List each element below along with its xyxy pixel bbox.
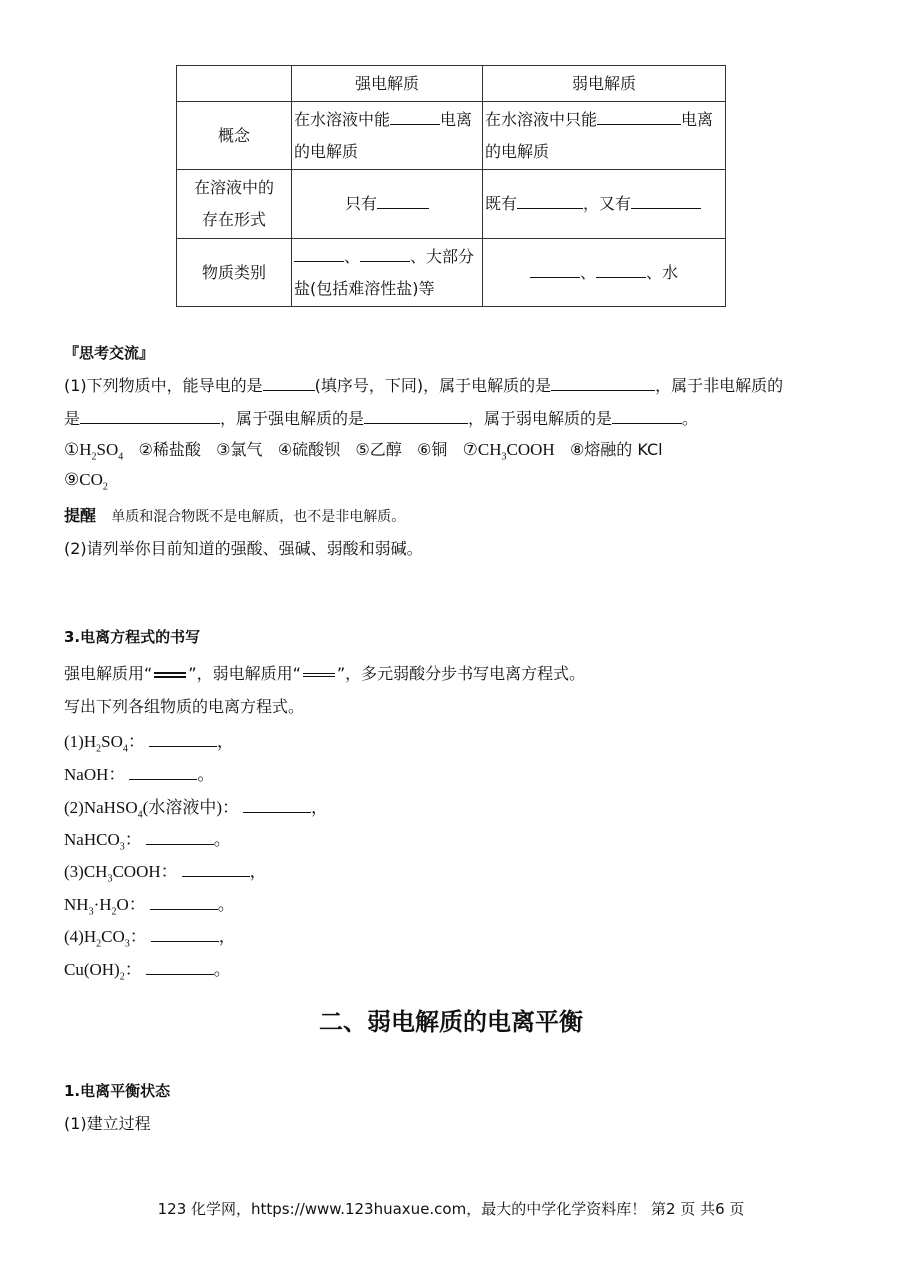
text: ，属于强电解质的是 [220,409,365,428]
fill-blank[interactable] [243,795,311,813]
substance-1 [64,440,124,463]
text: 、 [344,246,361,266]
fill-blank[interactable] [129,762,197,780]
table-header-row [177,66,726,102]
fill-blank[interactable] [517,192,583,209]
fill-blank[interactable] [612,407,682,424]
text: 。 [213,830,231,849]
table-row-class [177,239,726,307]
hint-text: 单质和混合物既不是电解质，也不是非电解质。 [111,509,406,525]
question-2: (2)请列举你目前知道的强酸、强碱、弱酸和弱碱。 [64,539,423,558]
electrolyte-comparison-table [176,65,726,307]
text: (1)H [64,732,97,751]
part-2-subsection: (1)建立过程 [64,1114,151,1133]
text: 电离 [681,109,714,129]
fill-blank[interactable] [146,827,214,845]
text: NaHCO [64,830,120,849]
substance-list [64,437,663,462]
fill-blank[interactable] [597,108,681,125]
text: 。 [682,409,699,428]
text: 、水 [646,262,679,282]
text: SO [101,732,123,751]
table-row-form [177,170,726,239]
subscript: 2 [119,971,125,983]
part-2-heading: 二、弱电解质的电离平衡 [319,1007,583,1036]
subscript: 3 [124,938,130,950]
text: 既有 [485,194,518,213]
equation-2 [64,760,214,785]
hint-label: 提醒 [64,506,97,525]
text: ， [310,798,328,817]
text: ⑨CO [64,470,103,489]
text: ： [129,927,147,946]
substance-8: ⑧熔融的 KCl [569,440,663,459]
cell-strong-form [292,170,483,239]
fill-blank[interactable] [364,407,468,424]
cell-weak-form [483,170,726,239]
text: Cu(OH) [64,960,120,979]
fill-blank[interactable] [530,261,580,278]
fill-blank[interactable] [263,374,315,391]
subscript: 2 [102,481,108,493]
fill-blank[interactable] [390,108,440,125]
fill-blank[interactable] [80,407,220,424]
fill-blank[interactable] [150,892,218,910]
subscript: 2 [91,451,97,463]
fill-blank[interactable] [146,957,214,975]
cell-weak-class [483,239,726,307]
substance-6: ⑥铜 [417,440,448,459]
fill-blank[interactable] [294,245,344,262]
text: ， [218,927,236,946]
text: (1)下列物质中，能导电的是 [64,376,263,395]
subscript: 3 [119,841,125,853]
text: 只有 [344,194,377,213]
fill-blank[interactable] [596,261,646,278]
fill-blank[interactable] [151,924,219,942]
text: 的电解质 [485,141,550,161]
row-label-class: 物质类别 [177,239,292,307]
text: (水溶液中)： [142,798,239,817]
fill-blank[interactable] [182,859,250,877]
fill-blank[interactable] [551,374,655,391]
text: 在溶液中的 [193,178,274,197]
fill-blank[interactable] [360,245,410,262]
text: NaOH： [64,765,126,784]
text: 、大部分 [410,246,475,266]
text: (3)CH [64,862,108,881]
text: ： [124,960,142,979]
text: 。 [197,765,215,784]
equals-sign-icon [152,671,188,679]
substance-5: ⑤乙醇 [355,440,402,459]
text: ”，多元弱酸分步书写电离方程式。 [336,664,586,683]
equation-1 [64,727,234,754]
think-title: 『思考交流』 [64,344,155,362]
equation-7 [64,922,236,949]
subscript: 4 [122,743,128,755]
subscript: 2 [96,743,102,755]
equation-5 [64,857,267,884]
substance-4: ④硫酸钡 [277,440,341,459]
text: O： [116,895,146,914]
cell-strong-concept [292,102,483,170]
row-label-concept: 概念 [177,102,292,170]
part-2-subheading: 1.电离平衡状态 [64,1082,171,1100]
subscript: 2 [111,906,117,918]
text: ”，弱电解质用“ [188,664,301,683]
text: 电离 [440,109,473,129]
text: 在水溶液中只能 [485,109,598,129]
subscript: 3 [88,906,94,918]
text: ①H [64,440,92,459]
subscript: 3 [501,451,507,463]
text: 盐(包括难溶性盐)等 [294,278,435,298]
section-3-rule [64,661,585,684]
text: ，属于非电解质的 [655,376,784,395]
cell-weak-concept [483,102,726,170]
substance-7 [462,440,555,463]
text: 。 [213,960,231,979]
text: 的电解质 [294,141,359,161]
reversible-arrow-icon [301,671,337,679]
subscript: 3 [107,873,113,885]
subscript: 4 [137,809,143,821]
row-label-form [177,170,292,239]
text: COOH： [112,862,178,881]
text: 在水溶液中能 [294,109,391,129]
cell-strong-class [292,239,483,307]
fill-blank[interactable] [149,729,217,747]
table-header-strong: 强电解质 [292,66,483,102]
hint [64,503,405,526]
table-row-concept [177,102,726,170]
substance-3: ③氯气 [216,440,263,459]
text: 是 [64,409,81,428]
text: (4)H [64,927,97,946]
text: 存在形式 [201,210,266,229]
question-1-line-1 [64,373,783,396]
text: ·H [93,895,112,914]
text: 强电解质用“ [64,664,153,683]
question-1-line-2 [64,406,698,429]
section-3-instruction: 写出下列各组物质的电离方程式。 [64,697,305,716]
equation-4 [64,825,231,852]
text: NH [64,895,89,914]
text: ： [124,830,142,849]
text: ，属于弱电解质的是 [468,409,613,428]
text: 、 [579,262,596,282]
text: SO [96,440,119,459]
section-3-title: 3.电离方程式的书写 [64,628,201,646]
table-header-weak: 弱电解质 [483,66,726,102]
text: ， [216,732,234,751]
page-footer: 123 化学网，https://www.123huaxue.com，最大的中学化学资料库！ 第2 页 共6 页 [157,1200,745,1218]
substance-9 [64,470,108,492]
fill-blank[interactable] [377,192,429,209]
text: (2)NaHSO [64,798,138,817]
text: (填序号，下同)，属于电解质的是 [314,376,552,395]
fill-blank[interactable] [631,192,701,209]
subscript: 4 [118,451,124,463]
text: COOH [506,440,555,459]
equation-6 [64,890,235,917]
text: CO [101,927,125,946]
text: 。 [217,895,235,914]
table-header-empty [177,66,292,102]
text: ，又有 [583,194,632,213]
text: ⑦CH [462,440,502,459]
text: ： [127,732,145,751]
equation-8 [64,955,231,982]
subscript: 2 [96,938,102,950]
substance-2: ②稀盐酸 [138,440,201,459]
text: ， [249,862,267,881]
equation-3 [64,793,328,820]
